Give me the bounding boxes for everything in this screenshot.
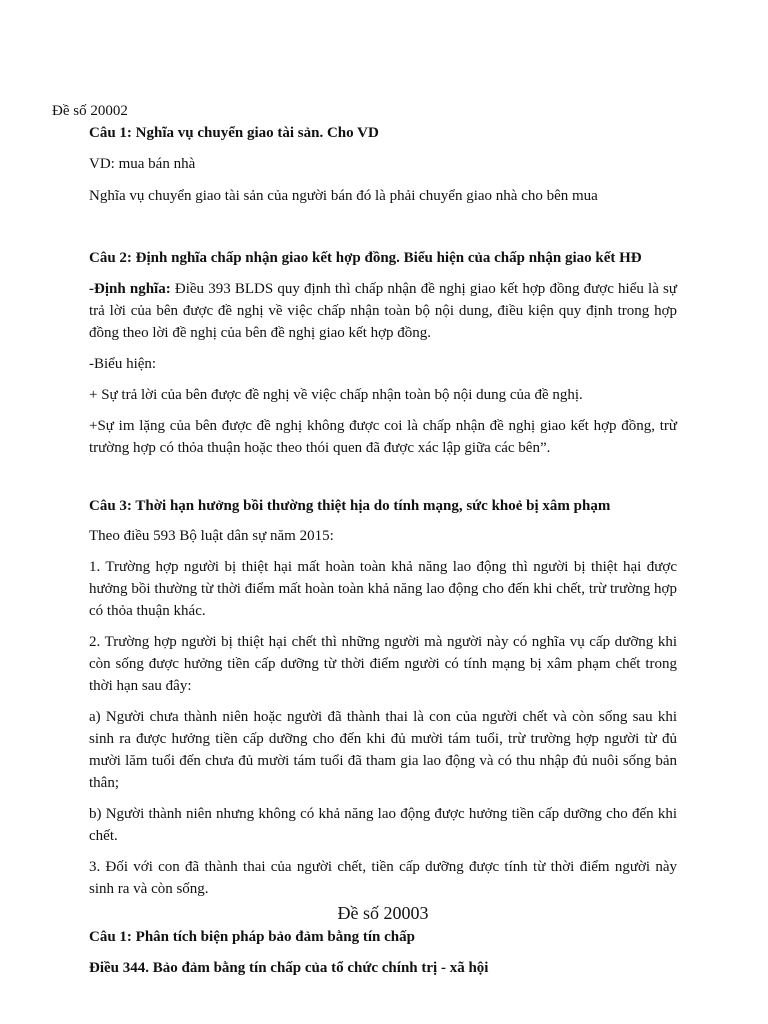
question-3-point-3: 3. Đối với con đã thành thai của người chết, tiền cấp dưỡng được tính từ thời điểm người này sinh ra và còn sống.: [89, 859, 677, 897]
question-3-heading: Câu 3: Thời hạn hưởng bồi thường thiệt hịa do tính mạng, sức khoẻ bị xâm phạm: [89, 498, 611, 514]
question-1-answer: Nghĩa vụ chuyển giao tài sản của người bán đó là phải chuyển giao nhà cho bên mua: [89, 188, 598, 204]
exam-title-20002: Đề số 20002: [52, 103, 128, 119]
question-2-expression-label: -Biểu hiện:: [89, 356, 157, 372]
definition-label: -Định nghĩa:: [89, 281, 171, 297]
question-2-expression-2: +Sự im lặng của bên được đề nghị không được coi là chấp nhận đề nghị giao kết hợp đồng, trừ trường hợp có thỏa thuận hoặc theo thói quen đã được xác lập giữa các bên”.: [89, 418, 677, 456]
article-344-heading: Điều 344. Bảo đảm bằng tín chấp của tổ chức chính trị - xã hội: [89, 960, 489, 976]
question-1-example: VD: mua bán nhà: [89, 156, 196, 172]
question-4-heading: Câu 1: Phân tích biện pháp bảo đảm bằng tín chấp: [89, 929, 415, 945]
document-body: [89, 122, 677, 979]
question-3-intro: Theo điều 593 Bộ luật dân sự năm 2015:: [89, 528, 334, 544]
question-3-point-b: b) Người thành niên nhưng không có khả năng lao động được hưởng tiền cấp dưỡng cho đến khi chết.: [89, 806, 677, 844]
question-3-point-1: 1. Trường hợp người bị thiệt hại mất hoàn toàn khả năng lao động thì người bị thiệt hại được hưởng bồi thường từ thời điểm mất hoàn toàn khả năng lao động cho đến khi chết, trừ trường hợp có thỏa thuận khác.: [89, 559, 677, 619]
question-3-point-a: a) Người chưa thành niên hoặc người đã thành thai là con của người chết và còn sống sau khi sinh ra được hưởng tiền cấp dưỡng cho đến khi đủ mười tám tuổi, trừ trường hợp người từ đủ mười lăm tuổi đến chưa đủ mười tám tuổi đã tham gia lao động và có thu nhập đủ nuôi sống bản thân;: [89, 709, 677, 791]
question-1-heading: Câu 1: Nghĩa vụ chuyển giao tài sản. Cho VD: [89, 125, 379, 141]
question-2-expression-1: + Sự trả lời của bên được đề nghị về việc chấp nhận toàn bộ nội dung của đề nghị.: [89, 387, 583, 403]
question-2-definition: [89, 278, 677, 344]
definition-text: Điều 393 BLDS quy định thì chấp nhận đề nghị giao kết hợp đồng được hiểu là sự trả lời của bên được đề nghị về việc chấp nhận toàn bộ nội dung, điều kiện quy định trong hợp đồng theo lời đề nghị của bên đề nghị giao kết hợp đồng.: [89, 281, 677, 341]
question-2-heading: Câu 2: Định nghĩa chấp nhận giao kết hợp đồng. Biểu hiện của chấp nhận giao kết HĐ: [89, 250, 642, 266]
question-3-point-2: 2. Trường hợp người bị thiệt hại chết thì những người mà người này có nghĩa vụ cấp dưỡng khi còn sống được hưởng tiền cấp dưỡng từ thời điểm người có tính mạng bị xâm phạm chết trong thời hạn sau đây:: [89, 634, 677, 694]
exam-title-20003: Đề số 20003: [337, 903, 429, 923]
